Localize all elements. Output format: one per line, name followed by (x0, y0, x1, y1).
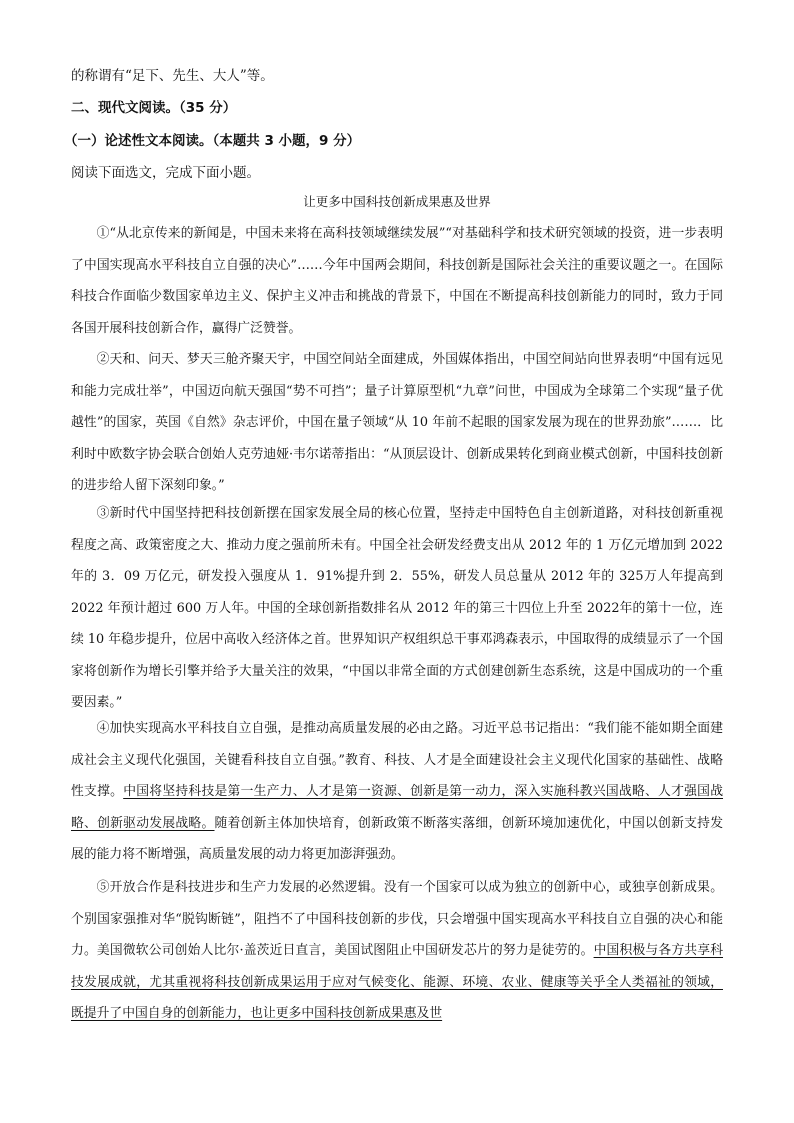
reading-instruction: 阅读下面选文，完成下面小题。 (71, 165, 260, 181)
paragraph-2: ②天和、问天、梦天三舱齐聚天宇，中国空间站全面建成，外国媒体指出，中国空间站向世界表明“中国有远见和能力完成壮举”，中国迈向航天强国“势不可挡”；量子计算原型机“九章”问世，中国成为全球第二个实现“量子优越性”的国家，英国《自然》杂志评价，中国在量子领域“从 10 年前不起眼的国家发展为现在的世界劲旅”……．比利时中欧数字协会联合创始人克劳迪娅·韦尔诺蒂指出：“从顶层设计、创新成果转化到商业模式创新，中国科技创新的进步给人留下深刻印象。” (71, 352, 723, 493)
paragraph-1: ①“从北京传来的新闻是，中国未来将在高科技领域继续发展”“对基础科学和技术研究领域的投资，进一步表明了中国实现高水平科技自立自强的决心”……今年中国两会期间，科技创新是国际社会关注的重要议题之一。在国际科技合作面临少数国家单边主义、保护主义冲击和挑战的背景下，中国在不断提高科技创新能力的同时，致力于同各国开展科技创新合作，赢得广泛赞誉。 (71, 226, 723, 336)
paragraph-3: ③新时代中国坚持把科技创新摆在国家发展全局的核心位置，坚持走中国特色自主创新道路，对科技创新重视程度之高、政策密度之大、推动力度之强前所未有。中国全社会研发经费支出从 2012 年的 1 万亿元增加到 2022 年的 3．09 万亿元，研发投入强度从 1．91%提升到 2．55%，研发人员总量从 2012 年的 325万人年提高到 2022 年预计超过 600 万人年。中国的全球创新指数排名从 2012 年的第三十四位上升至 2022年的第十一位，连续 10 年稳步提升，位居中高收入经济体之首。世界知识产权组织总干事邓鸿森表示，中国取得的成绩显示了一个国家将创新作为增长引擎并给予大量关注的效果，“中国以非常全面的方式创建创新生态系统，这是中国成功的一个重要因素。” (71, 506, 723, 710)
section-title: 二、现代文阅读。（35 分） (71, 100, 237, 116)
article-title: 让更多中国科技创新成果惠及世界 (303, 194, 491, 209)
paragraph-5-underlined: 中国积极与各方共享科技发展成就，尤其重视将科技创新成果运用于应对气候变化、能源、环境、农业、健康等关乎全人类福祉的领域，既提升了中国自身的创新能力，也让更多中国科技创新成果惠及世 (71, 943, 724, 1021)
paragraph-5-text-a: ⑤开放合作是科技进步和生产力发展的必然逻辑。没有一个国家可以成为独立的创新中心，或独享创新成果。个别国家强推对华“脱钩断链”，阻挡不了中国科技创新的步伐，只会增强中国实现高水平科技自立自强的决心和能力。美国微软公司创始人比尔·盖茨近日直言，美国试图阻止中国研发芯片的努力是徒劳的。 (71, 880, 723, 958)
paragraph-4-text-b: 随着创新主体加快培育，创新政策不断落实落细，创新环境加速优化，中国以创新支持发展的能力将不断增强，高质量发展的动力将更加澎湃强劲。 (71, 815, 724, 862)
paragraph-5 (71, 872, 723, 1030)
paragraph-4 (71, 713, 723, 871)
paragraph-4-text-a: ④加快实现高水平科技自立自强，是推动高质量发展的必由之路。习近平总书记指出：“我们能不能如期全面建成社会主义现代化强国，关键看科技自立自强。”教育、科技、人才是全面建设社会主义现代化国家的基础性、战略性支撑。 (71, 721, 723, 799)
paragraph-4-underlined: 中国将坚持科技是第一生产力、人才是第一资源、创新是第一动力，深入实施科教兴国战略、人才强国战略、创新驱动发展战略。 (71, 784, 724, 831)
continuation-line: 的称谓有“足下、先生、大人”等。 (71, 68, 274, 84)
subsection-title: （一）论述性文本阅读。（本题共 3 小题，9 分） (64, 133, 361, 149)
